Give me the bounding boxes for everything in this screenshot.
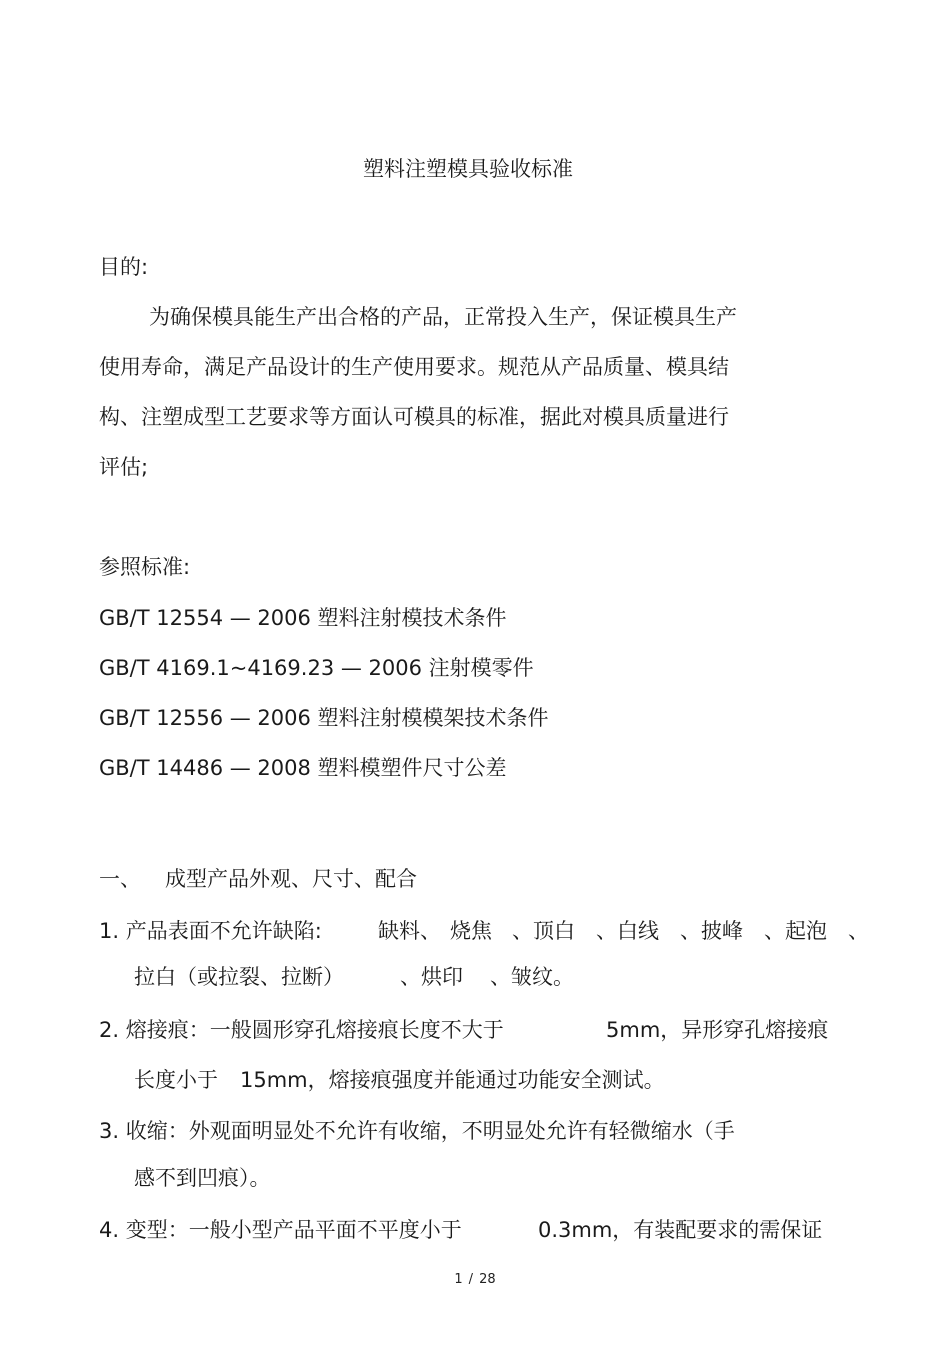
purpose-line-3: 构、注塑成型工艺要求等方面认可模具的标准，据此对模具质量进行	[99, 405, 729, 429]
document-title: 塑料注塑模具验收标准	[363, 157, 573, 181]
purpose-line-1: 为确保模具能生产出合格的产品，正常投入生产，保证模具生产	[149, 305, 737, 329]
item2-line1: 2. 熔接痕：一般圆形穿孔熔接痕长度不大于	[99, 1018, 504, 1042]
purpose-heading: 目的:	[99, 255, 149, 279]
section1-number: 一、	[99, 867, 141, 891]
item3-line2: 感不到凹痕）。	[134, 1166, 271, 1190]
item1-defect: 、起泡	[764, 919, 827, 943]
reference-item: GB/T 14486 — 2008 塑料模塑件尺寸公差	[99, 756, 507, 780]
current-page: 1	[454, 1272, 463, 1287]
item1-label: 1. 产品表面不允许缺陷:	[99, 919, 322, 943]
item1-defect: 烧焦	[450, 919, 492, 943]
item3-line1: 3. 收缩：外观面明显处不允许有收缩，不明显处允许有轻微缩水（手	[99, 1119, 735, 1143]
item1-defect: 缺料、	[378, 919, 441, 943]
item1-defect: 、皱纹。	[490, 965, 574, 989]
item1-defect: 、烘印	[400, 965, 463, 989]
reference-item: GB/T 4169.1~4169.23 — 2006 注射模零件	[99, 656, 534, 680]
item1-defect: 、白线	[596, 919, 659, 943]
purpose-line-4: 评估;	[99, 455, 149, 479]
reference-item: GB/T 12556 — 2006 塑料注射模模架技术条件	[99, 706, 549, 730]
references-heading: 参照标准:	[99, 555, 191, 579]
item2-line1-value: 5mm，异形穿孔熔接痕	[606, 1018, 829, 1042]
reference-item: GB/T 12554 — 2006 塑料注射模技术条件	[99, 606, 507, 630]
item2-line2: 长度小于	[134, 1068, 218, 1092]
item4-line1: 4. 变型：一般小型产品平面不平度小于	[99, 1218, 462, 1242]
total-pages: 28	[479, 1272, 496, 1287]
purpose-line-2: 使用寿命，满足产品设计的生产使用要求。规范从产品质量、模具结	[99, 355, 729, 379]
item1-defect: 、	[848, 919, 869, 943]
item2-line2-value: 15mm，熔接痕强度并能通过功能安全测试。	[240, 1068, 665, 1092]
section1-heading: 成型产品外观、尺寸、配合	[165, 867, 417, 891]
item1-defect: 拉白（或拉裂、拉断）	[134, 965, 344, 989]
page-number	[0, 1271, 950, 1289]
item1-defect: 、顶白	[512, 919, 575, 943]
page-separator: /	[468, 1272, 474, 1287]
item1-defect: 、披峰	[680, 919, 743, 943]
item4-line1-value: 0.3mm，有装配要求的需保证	[538, 1218, 823, 1242]
